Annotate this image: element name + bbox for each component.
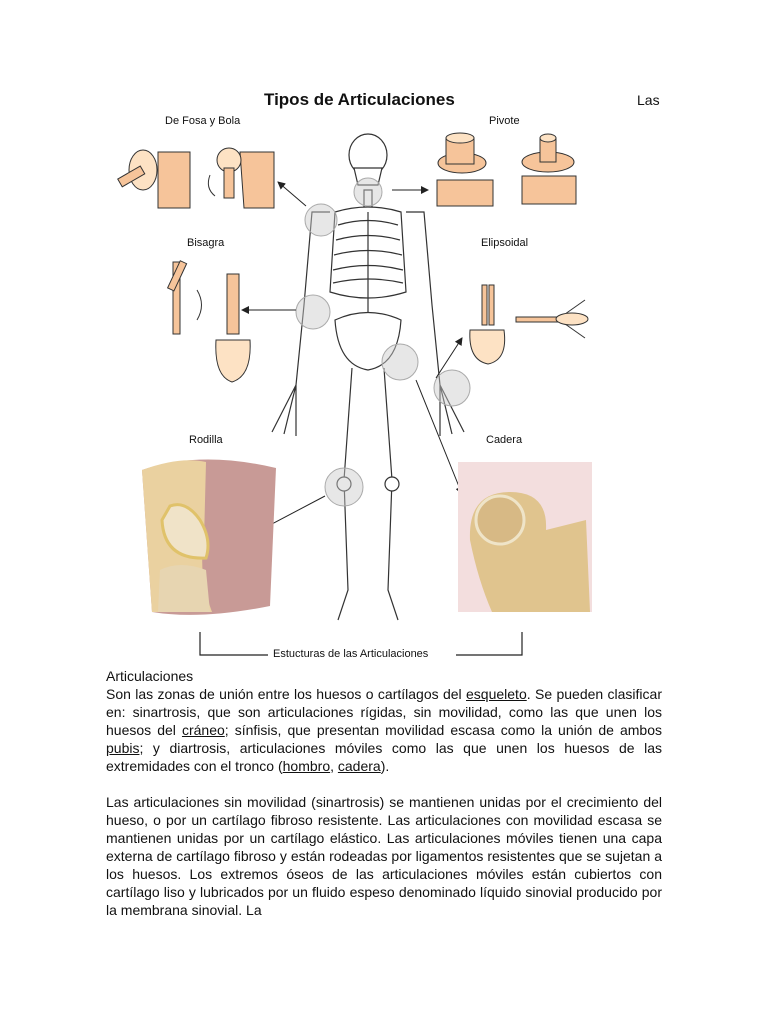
- figure-title: Tipos de Articulaciones: [264, 90, 455, 109]
- link-pubis[interactable]: pubis: [106, 740, 140, 756]
- side-text: Las: [637, 92, 660, 108]
- label-ellipsoid: Elipsoidal: [481, 237, 529, 249]
- caption-bracket: [200, 632, 268, 655]
- knee-illustration: [142, 459, 276, 614]
- hinge-joint-drawing: [168, 261, 251, 382]
- link-cadera[interactable]: cadera: [337, 758, 381, 774]
- body-text: [106, 667, 662, 919]
- text-span: Son las zonas de unión entre los huesos o cartílagos del: [106, 686, 467, 702]
- label-hinge: Bisagra: [187, 237, 225, 249]
- label-ball-socket: De Fosa y Bola: [165, 115, 241, 127]
- skeleton-drawing: [272, 134, 464, 620]
- link-craneo[interactable]: cráneo: [181, 722, 225, 738]
- label-pivot: Pivote: [489, 115, 520, 127]
- label-hip: Cadera: [486, 434, 523, 446]
- paragraph-2: Las articulaciones sin movilidad (sinartrosis) se mantienen unidas por el crecimiento del hueso, o por un cartílago fibroso resistente. Las articulaciones con movilidad escasa se mantienen unidas por un cartílago elástico. Las articulaciones móviles tienen una capa externa de cartílago fibroso y están rodeadas por ligamentos resistentes que se sujetan a los huesos. Los extremos óseos de las articulaciones móviles están cubiertos con cartílago liso y lubricados por un fluido espeso denominado líquido sinovial producido por la membrana sinovial. La: [106, 794, 662, 918]
- pivot-joint-drawing: [437, 133, 576, 206]
- label-knee: Rodilla: [189, 434, 223, 446]
- text-span: ).: [380, 758, 390, 774]
- text-span: ; y diartrosis, articulaciones móviles como las que unen los huesos de las extremidades con el tronco (: [106, 740, 662, 774]
- hip-illustration: [458, 462, 592, 612]
- section-heading: Articulaciones: [106, 668, 194, 684]
- figure-caption: Estucturas de las Articulaciones: [270, 648, 431, 660]
- text-span: . Se pueden clasificar en: sinartrosis, que son articulaciones rígidas, sin movilidad, como las que unen los huesos del: [106, 686, 662, 738]
- text-span: ,: [330, 758, 338, 774]
- text-span: ; sínfisis, que presentan movilidad escasa como la unión de ambos: [224, 722, 662, 738]
- paragraph-1: [106, 685, 662, 775]
- ellipsoid-joint-drawing: [470, 285, 588, 364]
- ball-socket-joint-drawing: [118, 148, 274, 208]
- link-hombro[interactable]: hombro: [282, 758, 331, 774]
- link-esqueleto[interactable]: esqueleto: [466, 686, 527, 702]
